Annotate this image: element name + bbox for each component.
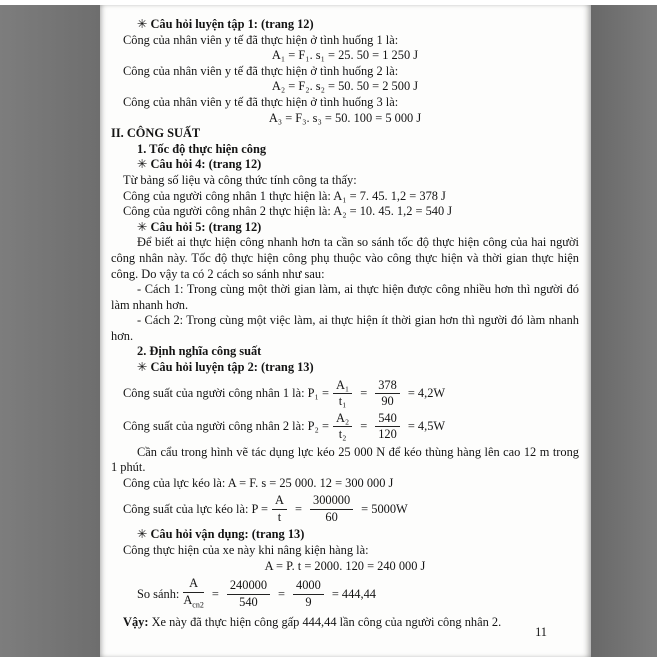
page-number: 11: [535, 625, 547, 640]
fraction-denominator: 540: [239, 594, 258, 609]
practice1-statement-1: Công của nhân viên y tế đã thực hiện ở tình huống 1 là:: [123, 32, 399, 47]
section2-sub2: 2. Định nghĩa công suất: [137, 344, 262, 359]
fraction-A1-t1: [333, 379, 352, 409]
practice1-heading: ✳ Câu hỏi luyện tập 1: (trang 12): [137, 17, 314, 31]
question5-heading: ✳ Câu hỏi 5: (trang 12): [137, 219, 262, 234]
fraction-numerator: 378: [375, 379, 400, 395]
fraction-denominator: t: [277, 509, 282, 524]
power-worker1-prefix: Công suất của người công nhân 1 là: P₁ =: [123, 385, 329, 400]
crane-power-line: [123, 494, 579, 524]
equals-sign: =: [211, 586, 219, 601]
comparison-result: = 444,44: [331, 586, 376, 601]
scan-row: [0, 5, 657, 657]
fraction-numerator: 300000: [310, 494, 353, 510]
conclusion-text: Xe này đã thực hiện công gấp 444,44 lần công của người công nhân 2.: [148, 614, 502, 629]
fraction-denominator: 9: [305, 594, 312, 609]
section2-title: II. CÔNG SUẤT: [111, 126, 201, 141]
fraction-numerator: A₁: [333, 379, 352, 395]
question4-statement-2: Công của người công nhân 1 thực hiện là: A₁ = 7. 45. 1,2 = 378 J: [123, 188, 446, 203]
question5-paragraph: Để biết ai thực hiện công nhanh hơn ta cần so sánh tốc độ thực hiện công của hai người công nhân này. Tốc độ thực hiện công phụ thuộc vào công thực hiện và thời gian thực hiện công. Do vậy ta có 2 cách so sánh như sau:: [111, 235, 579, 281]
practice1-formula-3: A₃ = F₃. s₃ = 50. 100 = 5 000 J: [268, 110, 422, 125]
fraction-A-t: [272, 494, 287, 524]
practice1-statement-3: Công của nhân viên y tế đã thực hiện ở tình huống 3 là:: [123, 94, 399, 109]
fraction-A2-t2: [333, 412, 352, 442]
crane-power-result: = 5000W: [361, 501, 408, 516]
question5-method-1: - Cách 1: Trong cùng một thời gian làm, ai thực hiện được công nhiều hơn thì người đó làm nhanh hơn.: [111, 282, 579, 312]
book-page: [100, 5, 591, 657]
fraction-4000-9: [293, 579, 324, 609]
power-worker1-line: [123, 379, 579, 409]
fraction-numerator: 240000: [227, 579, 270, 595]
power-worker1-result: = 4,2W: [407, 385, 446, 400]
equals-sign: =: [360, 418, 368, 433]
question4-heading: ✳ Câu hỏi 4: (trang 12): [137, 157, 262, 172]
fraction-denominator: 120: [378, 427, 397, 442]
question5-method-2: - Cách 2: Trong cùng một việc làm, ai thực hiện ít thời gian hơn thì người đó làm nhanh hơn.: [111, 313, 579, 343]
denominator-base: A: [183, 592, 193, 607]
crane-work-line: Công của lực kéo là: A = F. s = 25 000. 12 = 300 000 J: [123, 475, 394, 490]
fraction-denominator: t₂: [338, 427, 347, 442]
denominator-subscript: cn2: [192, 600, 204, 610]
comparison-prefix: So sánh:: [137, 586, 180, 601]
crane-power-prefix: Công suất của lực kéo là: P =: [123, 501, 269, 516]
practice1-formula-2: A₂ = F₂. s₂ = 50. 50 = 2 500 J: [271, 79, 419, 94]
fraction-A-over-Acn2: [183, 577, 204, 611]
scan-margin-right: [591, 5, 657, 657]
equals-sign: =: [295, 501, 302, 516]
power-worker2-prefix: Công suất của người công nhân 2 là: P₂ =: [123, 418, 329, 433]
practice1-formula-1: A₁ = F₁. s₁ = 25. 50 = 1 250 J: [271, 48, 419, 63]
fraction-numerator: A: [272, 494, 287, 510]
fraction-numerator: 540: [375, 412, 400, 428]
application-statement-1: Công thực hiện của xe này khi nâng kiện hàng là:: [123, 543, 369, 558]
fraction-denominator: t₁: [338, 394, 347, 409]
fraction-numerator: A₂: [333, 412, 352, 428]
conclusion-line: [111, 615, 579, 631]
section2-sub1: 1. Tốc độ thực hiện công: [137, 141, 267, 156]
fraction-numerator: A: [183, 577, 204, 593]
fraction-540-120: [375, 412, 400, 442]
power-worker2-result: = 4,5W: [407, 418, 446, 433]
conclusion-label: Vậy:: [123, 614, 149, 629]
fraction-240000-540: [227, 579, 270, 609]
equals-sign: =: [360, 385, 368, 400]
fraction-378-90: [375, 379, 400, 409]
question4-statement-3: Công của người công nhân 2 thực hiện là: A₂ = 10. 45. 1,2 = 540 J: [123, 204, 453, 219]
practice1-statement-2: Công của nhân viên y tế đã thực hiện ở tình huống 2 là:: [123, 63, 399, 78]
fraction-denominator: 90: [381, 394, 394, 409]
fraction-denominator: 60: [325, 509, 338, 524]
fraction-denominator: [183, 593, 204, 612]
practice2-heading: ✳ Câu hỏi luyện tập 2: (trang 13): [137, 360, 314, 375]
comparison-line: [137, 577, 579, 611]
fraction-300000-60: [310, 494, 353, 524]
question4-statement-1: Từ bảng số liệu và công thức tính công ta thấy:: [123, 172, 357, 187]
scan-margin-left: [0, 5, 100, 657]
power-worker2-line: [123, 412, 579, 442]
application-heading: ✳ Câu hỏi vận dụng: (trang 13): [137, 527, 305, 542]
equals-sign: =: [278, 586, 286, 601]
fraction-numerator: 4000: [293, 579, 324, 595]
crane-paragraph: Cần cẩu trong hình vẽ tác dụng lực kéo 25 000 N để kéo thùng hàng lên cao 12 m trong 1 phút.: [111, 444, 579, 475]
application-formula: A = P. t = 2000. 120 = 240 000 J: [264, 558, 426, 573]
